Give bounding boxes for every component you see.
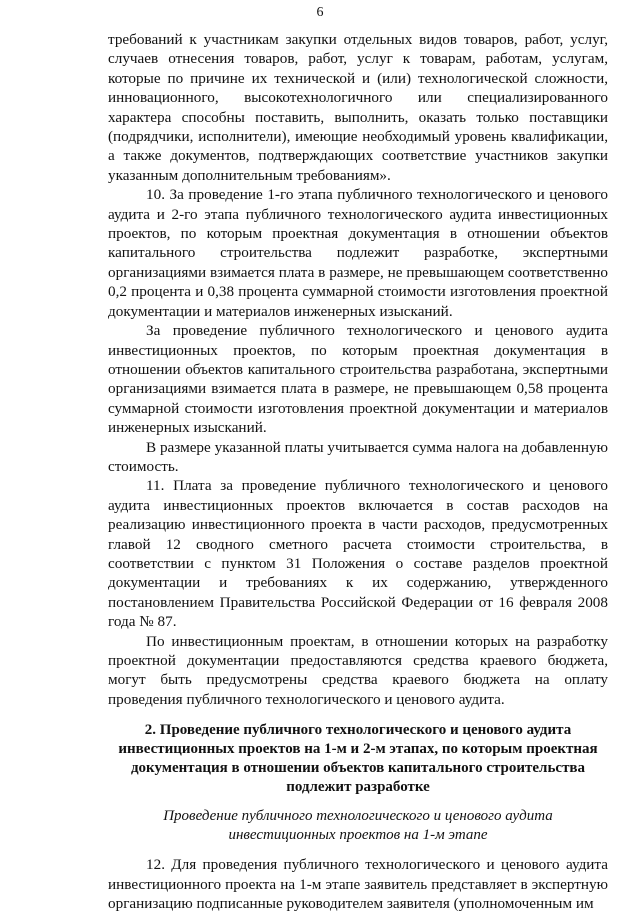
paragraph-fee-completed-docs: За проведение публичного технологического и ценового аудита инвестиционных проектов, по которым проектная документация в отношении объектов капитального строительства разработана, экспертными организациями взимается плата в размере, не превышающем 0,58 процента суммарной стоимости изготовления проектной документации и материалов инженерных изысканий. bbox=[108, 322, 608, 437]
paragraph-item-10: 10. За проведение 1-го этапа публичного технологического и ценового аудита и 2-го этапа публичного технологического аудита инвестиционных проектов, по которым проектная документация в отношении объектов капитального строительства подлежит разработке, экспертными организациями взимается плата в размере, не превышающем соответственно 0,2 процента и 0,38 процента суммарной стоимости изготовления проектной документации и материалов инженерных изысканий. bbox=[108, 186, 608, 320]
page-number: 6 bbox=[316, 5, 324, 20]
paragraph-continuation: требований к участникам закупки отдельных видов товаров, работ, услуг, случаев отнесения товаров, работ, услуг к товарам, работам, услугам, которые по причине их технической и (или) технологической сложности, инновационного, высокотехнологичного или специализированного характера способны поставить, выполнить, оказать только поставщики (подрядчики, исполнители), имеющие необходимый уровень квалификации, а также документов, подтверждающих соответствие участников закупки указанным дополнительным требованиям». bbox=[108, 31, 608, 184]
section-title: 2. Проведение публичного технологического и ценового аудита инвестиционных проектов на 1-м и 2-м этапах, по которым проектная документация в отношении объектов капитального строительства подлежит разработке bbox=[118, 722, 598, 796]
paragraph-item-12: 12. Для проведения публичного технологического и ценового аудита инвестиционного проекта на 1-м этапе заявитель представляет в экспертную организацию подписанные руководителем заявителя (уполномоченным им bbox=[108, 856, 608, 913]
paragraph-regional-budget: По инвестиционным проектам, в отношении которых на разработку проектной документации предоставляются средства краевого бюджета, могут быть предусмотрены средства краевого бюджета на оплату проведения публичного технологического и ценового аудита. bbox=[108, 632, 608, 708]
subsection-title: Проведение публичного технологического и ценового аудита инвестиционных проектов на 1-м этапе bbox=[163, 808, 553, 844]
paragraph-item-11: 11. Плата за проведение публичного технологического и ценового аудита инвестиционных проектов включается в состав расходов на реализацию инвестиционного проекта в части расходов, предусмотренных главой 12 сводного сметного расчета стоимости строительства, в соответствии с пунктом 31 Положения о составе разделов проектной документации и требованиях к их содержанию, утвержденного постановлением Правительства Российской Федерации от 16 февраля 2008 года № 87. bbox=[108, 477, 608, 631]
paragraph-vat: В размере указанной платы учитывается сумма налога на добавленную стоимость. bbox=[108, 438, 608, 475]
document-body bbox=[108, 30, 608, 913]
